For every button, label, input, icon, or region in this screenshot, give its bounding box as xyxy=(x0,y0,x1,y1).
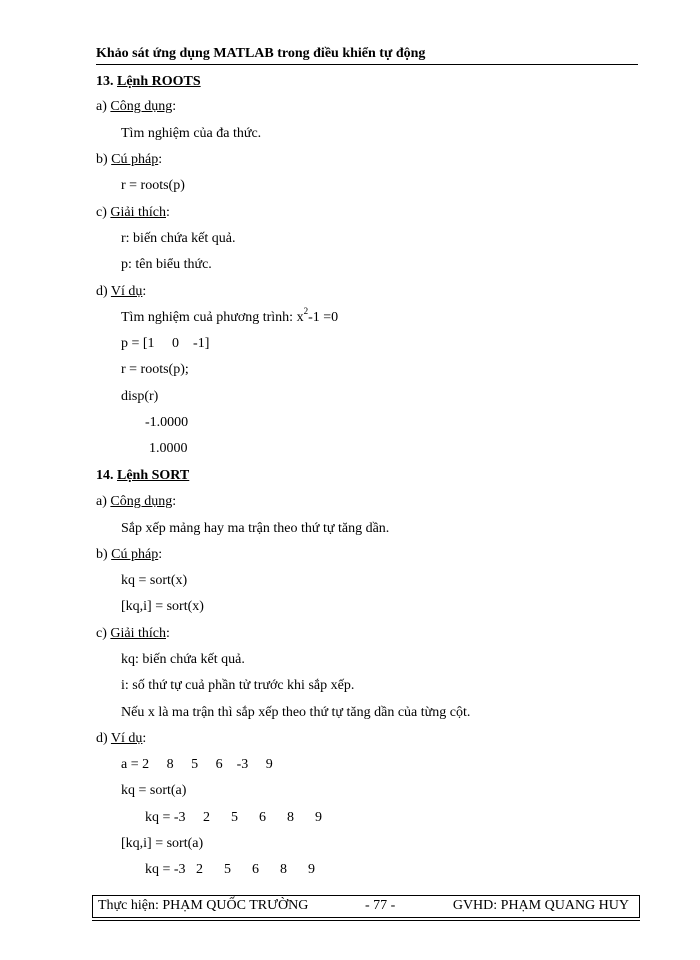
section-14-c-colon: : xyxy=(166,626,170,641)
section-14-b-code-1: kq = sort(x) xyxy=(121,573,188,588)
section-13-b-prefix: b) xyxy=(96,152,108,167)
section-13-result-1: -1.0000 xyxy=(145,415,189,430)
section-13-example-line-1: p = [1 0 -1] xyxy=(121,336,210,351)
section-13-a-text: Tìm nghiệm của đa thức. xyxy=(121,126,262,141)
section-13-number: 13. xyxy=(96,74,114,89)
section-13-b-heading xyxy=(96,151,162,169)
section-13-example-line-3: disp(r) xyxy=(121,389,159,404)
section-13-c-prefix: c) xyxy=(96,205,107,220)
section-14-b-label: Cú pháp xyxy=(111,547,159,562)
section-14-a-label: Công dụng xyxy=(110,494,173,509)
section-13-d-colon: : xyxy=(142,284,147,299)
section-14-b-code-2: [kq,i] = sort(x) xyxy=(121,599,204,614)
section-14-c-prefix: c) xyxy=(96,626,107,641)
section-14-a-colon: : xyxy=(172,494,177,509)
section-14-b-prefix: b) xyxy=(96,547,108,562)
footer-page-number: - 77 - xyxy=(365,898,396,913)
section-14-example-line-4: [kq,i] = sort(a) xyxy=(121,836,204,851)
section-13-example-line-2: r = roots(p); xyxy=(121,362,189,377)
section-14-title: Lệnh SORT xyxy=(117,468,190,483)
section-13-d-prefix: d) xyxy=(96,284,108,299)
section-14-a-heading xyxy=(96,493,176,511)
section-14-example-line-5: kq = -3 2 5 6 8 9 xyxy=(145,862,316,877)
section-14-d-colon: : xyxy=(142,731,147,746)
section-14-example-line-1: a = 2 8 5 6 -3 9 xyxy=(121,757,273,772)
section-13-c-heading xyxy=(96,204,170,222)
example-intro-tail: -1 =0 xyxy=(308,310,339,325)
section-14-c-label: Giải thích xyxy=(110,626,166,641)
section-14-d-label: Ví dụ xyxy=(110,731,143,746)
section-14-number: 14. xyxy=(96,468,114,483)
section-13-a-label: Công dụng xyxy=(110,99,173,114)
section-13-c-line-1: r: biến chứa kết quả. xyxy=(121,231,236,246)
section-14-example-line-2: kq = sort(a) xyxy=(121,783,187,798)
example-intro-text: Tìm nghiệm cuả phương trình: x xyxy=(121,310,304,325)
section-14-heading xyxy=(96,467,189,485)
section-14-a-text: Sắp xếp mảng hay ma trận theo thứ tự tăng dần. xyxy=(121,521,390,536)
page-header-title: Khảo sát ứng dụng MATLAB trong điều khiển tự động xyxy=(96,46,426,61)
section-13-c-label: Giải thích xyxy=(110,205,166,220)
section-13-b-code: r = roots(p) xyxy=(121,178,185,193)
section-13-heading xyxy=(96,73,201,91)
section-14-example-line-3: kq = -3 2 5 6 8 9 xyxy=(145,810,323,825)
example-superscript: 2 xyxy=(303,306,309,317)
section-13-d-heading xyxy=(96,283,146,301)
section-14-d-heading xyxy=(96,730,146,748)
section-13-a-colon: : xyxy=(172,99,177,114)
footer-shadow-rule xyxy=(92,920,640,921)
section-13-example-intro xyxy=(121,306,339,327)
section-14-c-line-3: Nếu x là ma trận thì sắp xếp theo thứ tự tăng dần của từng cột. xyxy=(121,705,471,720)
section-14-c-heading xyxy=(96,625,170,643)
page-footer xyxy=(92,895,640,918)
section-14-c-line-2: i: số thứ tự cuả phần tử trước khi sắp xếp. xyxy=(121,678,355,693)
section-13-title: Lệnh ROOTS xyxy=(117,74,201,89)
section-13-b-label: Cú pháp xyxy=(111,152,159,167)
section-14-a-prefix: a) xyxy=(96,494,107,509)
section-13-d-label: Ví dụ xyxy=(110,284,143,299)
section-14-d-prefix: d) xyxy=(96,731,108,746)
section-13-a-heading xyxy=(96,98,176,116)
section-13-c-line-2: p: tên biểu thức. xyxy=(121,257,212,272)
section-13-result-2: 1.0000 xyxy=(149,441,188,456)
section-13-a-prefix: a) xyxy=(96,99,107,114)
section-13-c-colon: : xyxy=(166,205,170,220)
section-13-b-colon: : xyxy=(158,152,163,167)
section-14-c-line-1: kq: biến chứa kết quả. xyxy=(121,652,245,667)
header-divider xyxy=(96,64,638,65)
footer-author: Thực hiện: PHẠM QUỐC TRƯỜNG xyxy=(98,898,309,913)
footer-advisor: GVHD: PHẠM QUANG HUY xyxy=(452,898,629,913)
section-14-b-colon: : xyxy=(158,547,163,562)
section-14-b-heading xyxy=(96,546,162,564)
